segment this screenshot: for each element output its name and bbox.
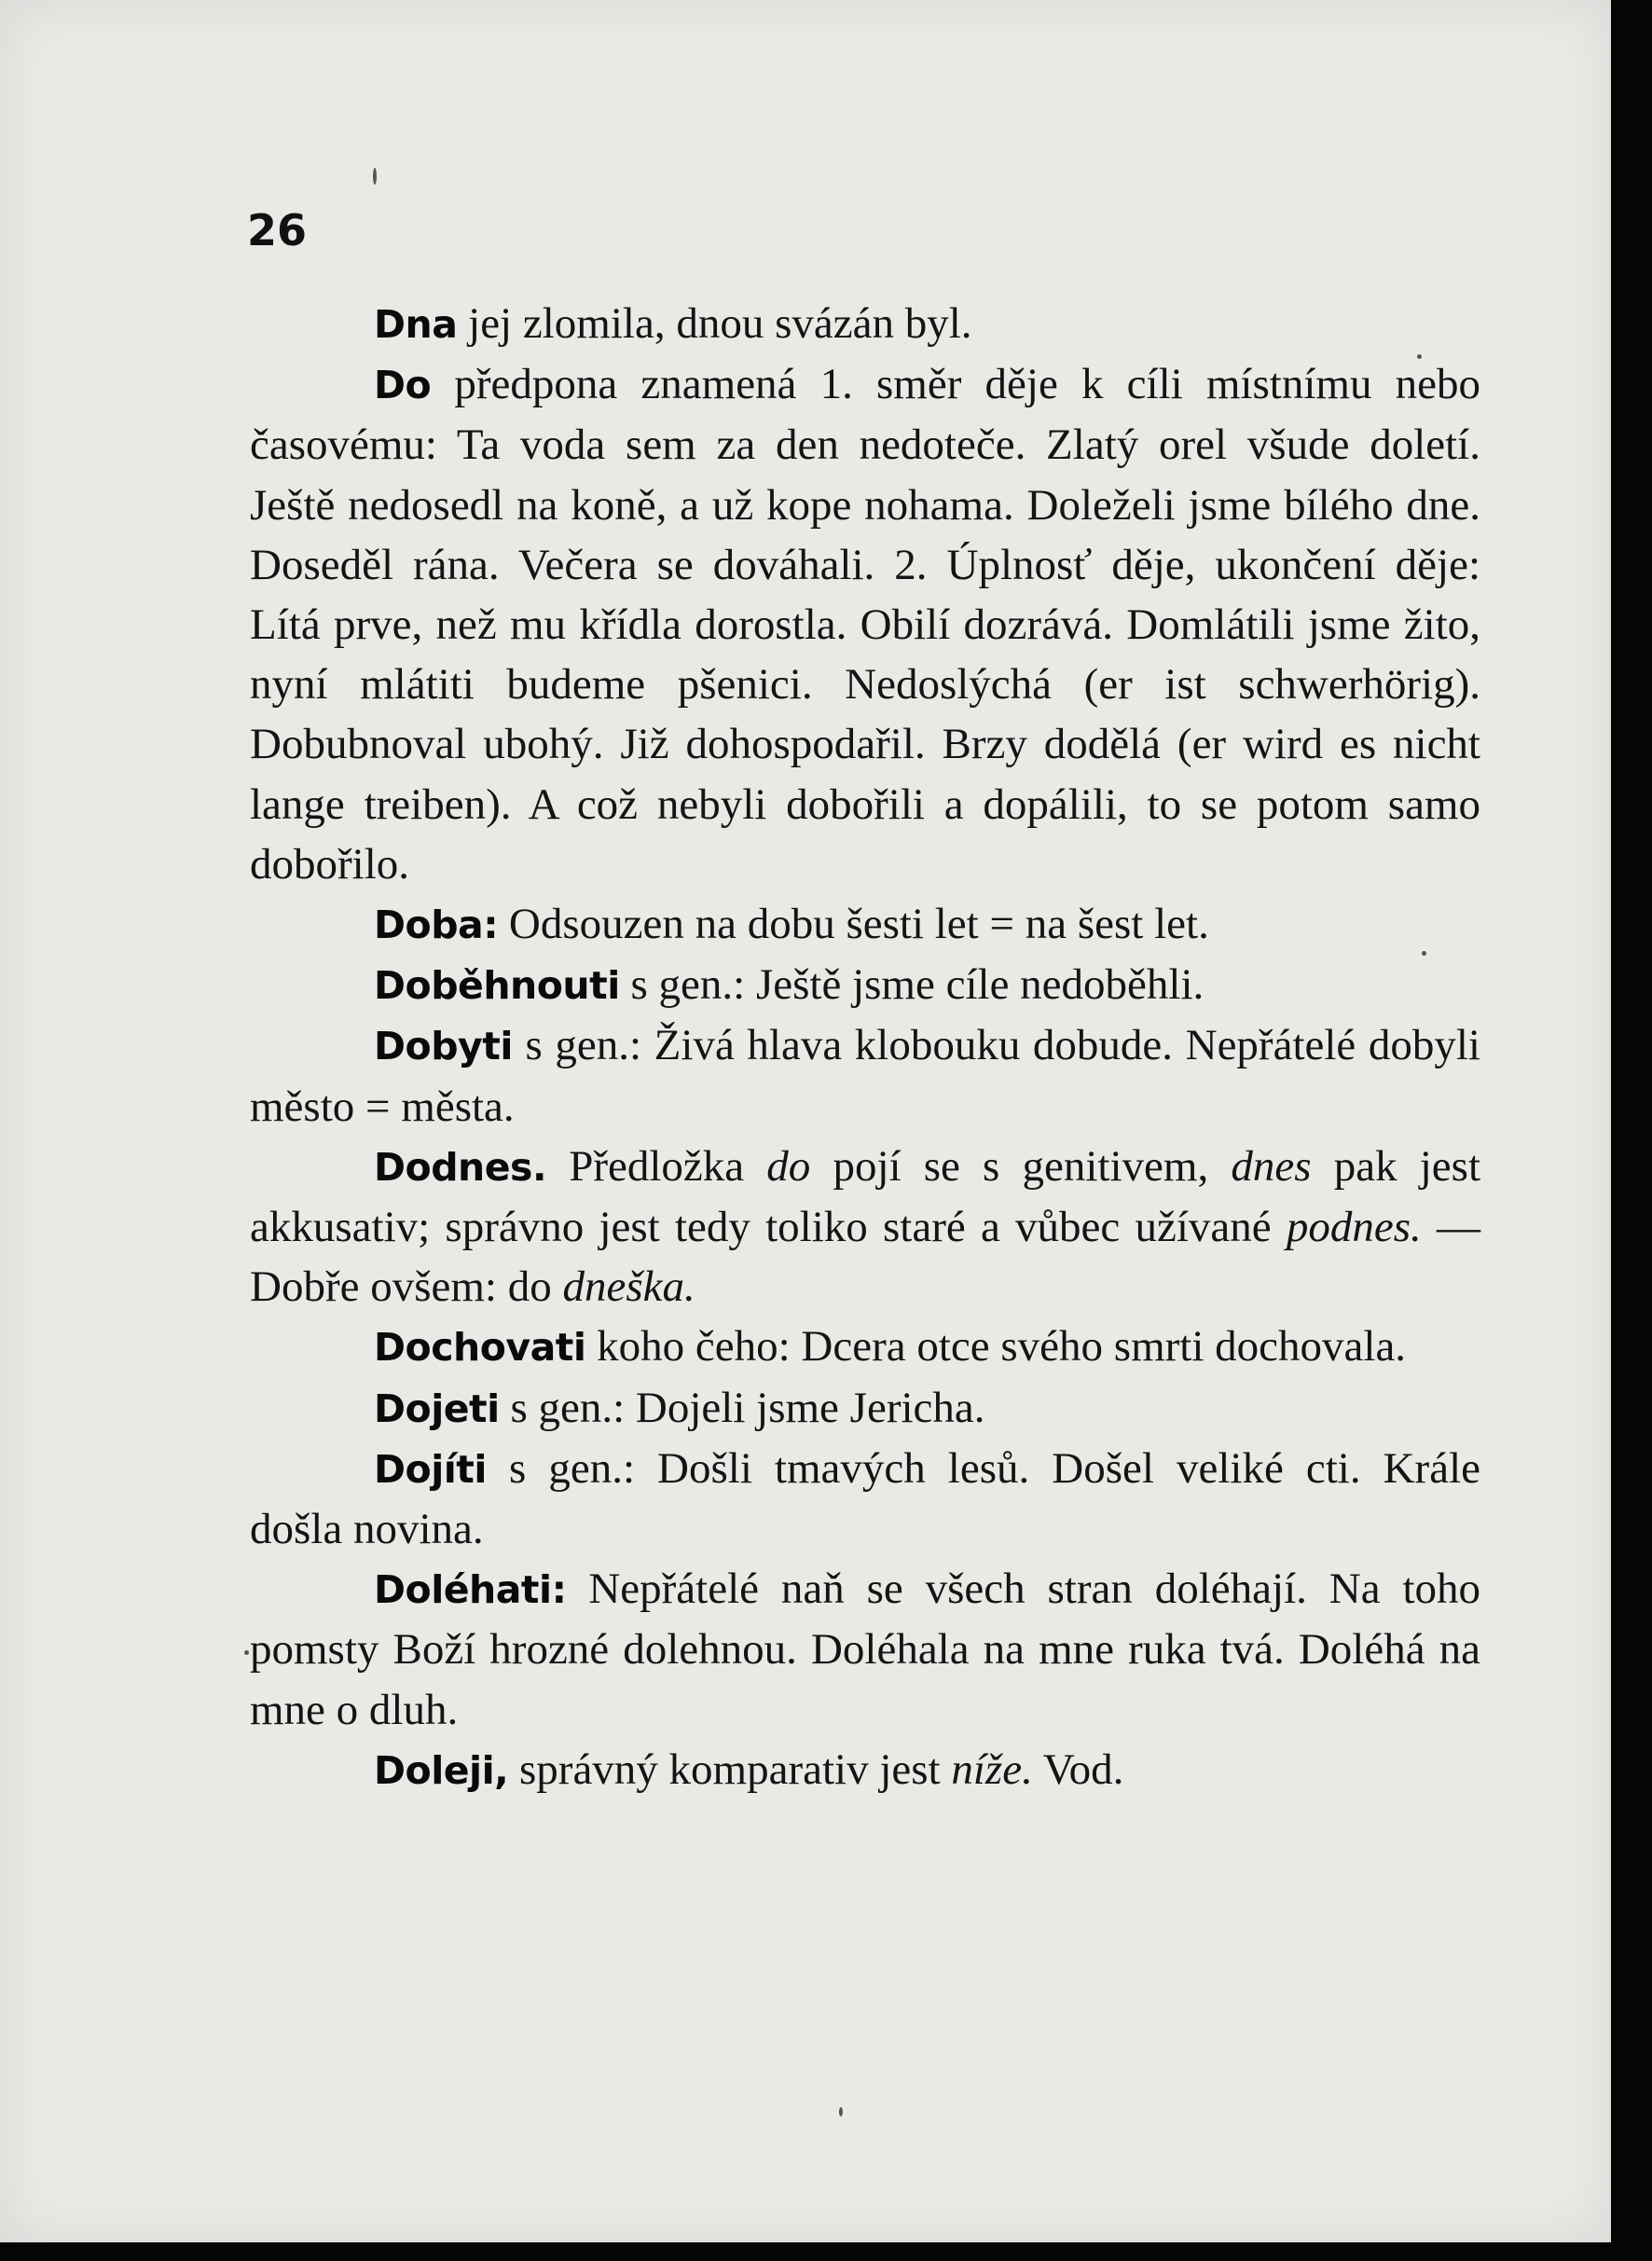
dictionary-entry bbox=[250, 1015, 1480, 1136]
entry-text: pojí se s genitivem, bbox=[810, 1141, 1232, 1191]
entry-text: s gen.: Dojeli jsme Jericha. bbox=[499, 1383, 985, 1432]
entry-text: Odsouzen na dobu šesti let = na šest let. bbox=[498, 900, 1209, 949]
page-number: 26 bbox=[247, 205, 308, 255]
dictionary-entry bbox=[250, 1439, 1480, 1559]
scan-border-bottom bbox=[0, 2242, 1652, 2261]
dictionary-entry bbox=[250, 1559, 1480, 1740]
dictionary-entry bbox=[250, 294, 1480, 354]
entry-headword: Doléhati: bbox=[374, 1567, 567, 1613]
entry-text: — Dobře ovšem: do bbox=[250, 1203, 1481, 1312]
scan-mark bbox=[839, 2107, 843, 2116]
entry-text: koho čeho: Dcera otce svého smrti dochovala. bbox=[585, 1322, 1407, 1372]
entry-italic-term: do bbox=[766, 1141, 811, 1191]
entry-text: předpona znamená 1. směr děje k cíli místnímu nebo časovému: Ta voda sem za den nedoteče. Zlatý orel všude doletí. Ještě nedosedl na koně, a už kope nohama. Doleželi jsme bílého dne. Doseděl rána. Večera se dováhali. 2. Úplnosť děje, ukončení děje: Lítá prve, než mu křídla dorostla. Obilí dozrává. Domlátili jsme žito, nyní mlátiti budeme pšenici. Nedoslýchá (er ist schwerhörig). Dobubnoval ubohý. Již dohospodařil. Brzy dodělá (er wird es nicht lange treiben). A což nebyli dobořili a dopálili, to se potom samo dobořilo. bbox=[250, 360, 1480, 889]
entry-text: Nepřátelé naň se všech stran doléhají. Na toho pomsty Boží hrozné dolehnou. Doléhala na mne ruka tvá. Doléhá na mne o dluh. bbox=[250, 1565, 1480, 1734]
entry-headword: Doběhnouti bbox=[374, 963, 620, 1009]
entry-headword: Dna bbox=[374, 302, 458, 347]
dictionary-entry bbox=[250, 1740, 1480, 1800]
dictionary-entry bbox=[250, 894, 1480, 955]
entry-text: Předložka bbox=[546, 1141, 767, 1191]
entry-italic-term: níže. bbox=[951, 1744, 1033, 1794]
entry-text: pak jest akkusativ; správno jest tedy toliko staré a vůbec užívané bbox=[250, 1141, 1481, 1252]
entry-headword: Doba: bbox=[374, 903, 499, 948]
entry-italic-term: dneška. bbox=[562, 1262, 695, 1312]
entry-headword: Dodnes. bbox=[374, 1144, 547, 1190]
entry-italic-term: podnes. bbox=[1286, 1203, 1422, 1252]
entry-text: správný komparativ jest bbox=[508, 1744, 952, 1794]
entry-text: jej zlomila, dnou svázán byl. bbox=[457, 299, 972, 348]
entry-text: s gen.: Ještě jsme cíle nedoběhli. bbox=[619, 960, 1205, 1010]
dictionary-entry bbox=[250, 955, 1480, 1015]
entry-text: Vod. bbox=[1032, 1744, 1124, 1794]
dictionary-entry bbox=[250, 354, 1480, 894]
entry-headword: Do bbox=[374, 363, 432, 408]
dictionary-text bbox=[250, 294, 1480, 1800]
entry-headword: Dojeti bbox=[374, 1386, 500, 1431]
scan-mark bbox=[373, 168, 377, 185]
scan-mark bbox=[244, 1650, 249, 1655]
entry-headword: Doleji, bbox=[374, 1747, 509, 1793]
entry-headword: Dojíti bbox=[374, 1446, 487, 1492]
dictionary-entry bbox=[250, 1317, 1480, 1377]
entry-headword: Dochovati bbox=[374, 1325, 586, 1371]
dictionary-entry bbox=[250, 1378, 1480, 1439]
entry-italic-term: dnes bbox=[1231, 1141, 1312, 1191]
entry-headword: Dobyti bbox=[374, 1024, 513, 1069]
dictionary-entry bbox=[250, 1137, 1480, 1317]
scan-border-right bbox=[1611, 0, 1652, 2261]
entry-text: s gen.: Živá hlava klobouku dobude. Nepřátelé dobyli město = města. bbox=[250, 1021, 1480, 1131]
entry-text: s gen.: Došli tmavých lesů. Došel veliké cti. Krále došla novina. bbox=[250, 1443, 1480, 1554]
